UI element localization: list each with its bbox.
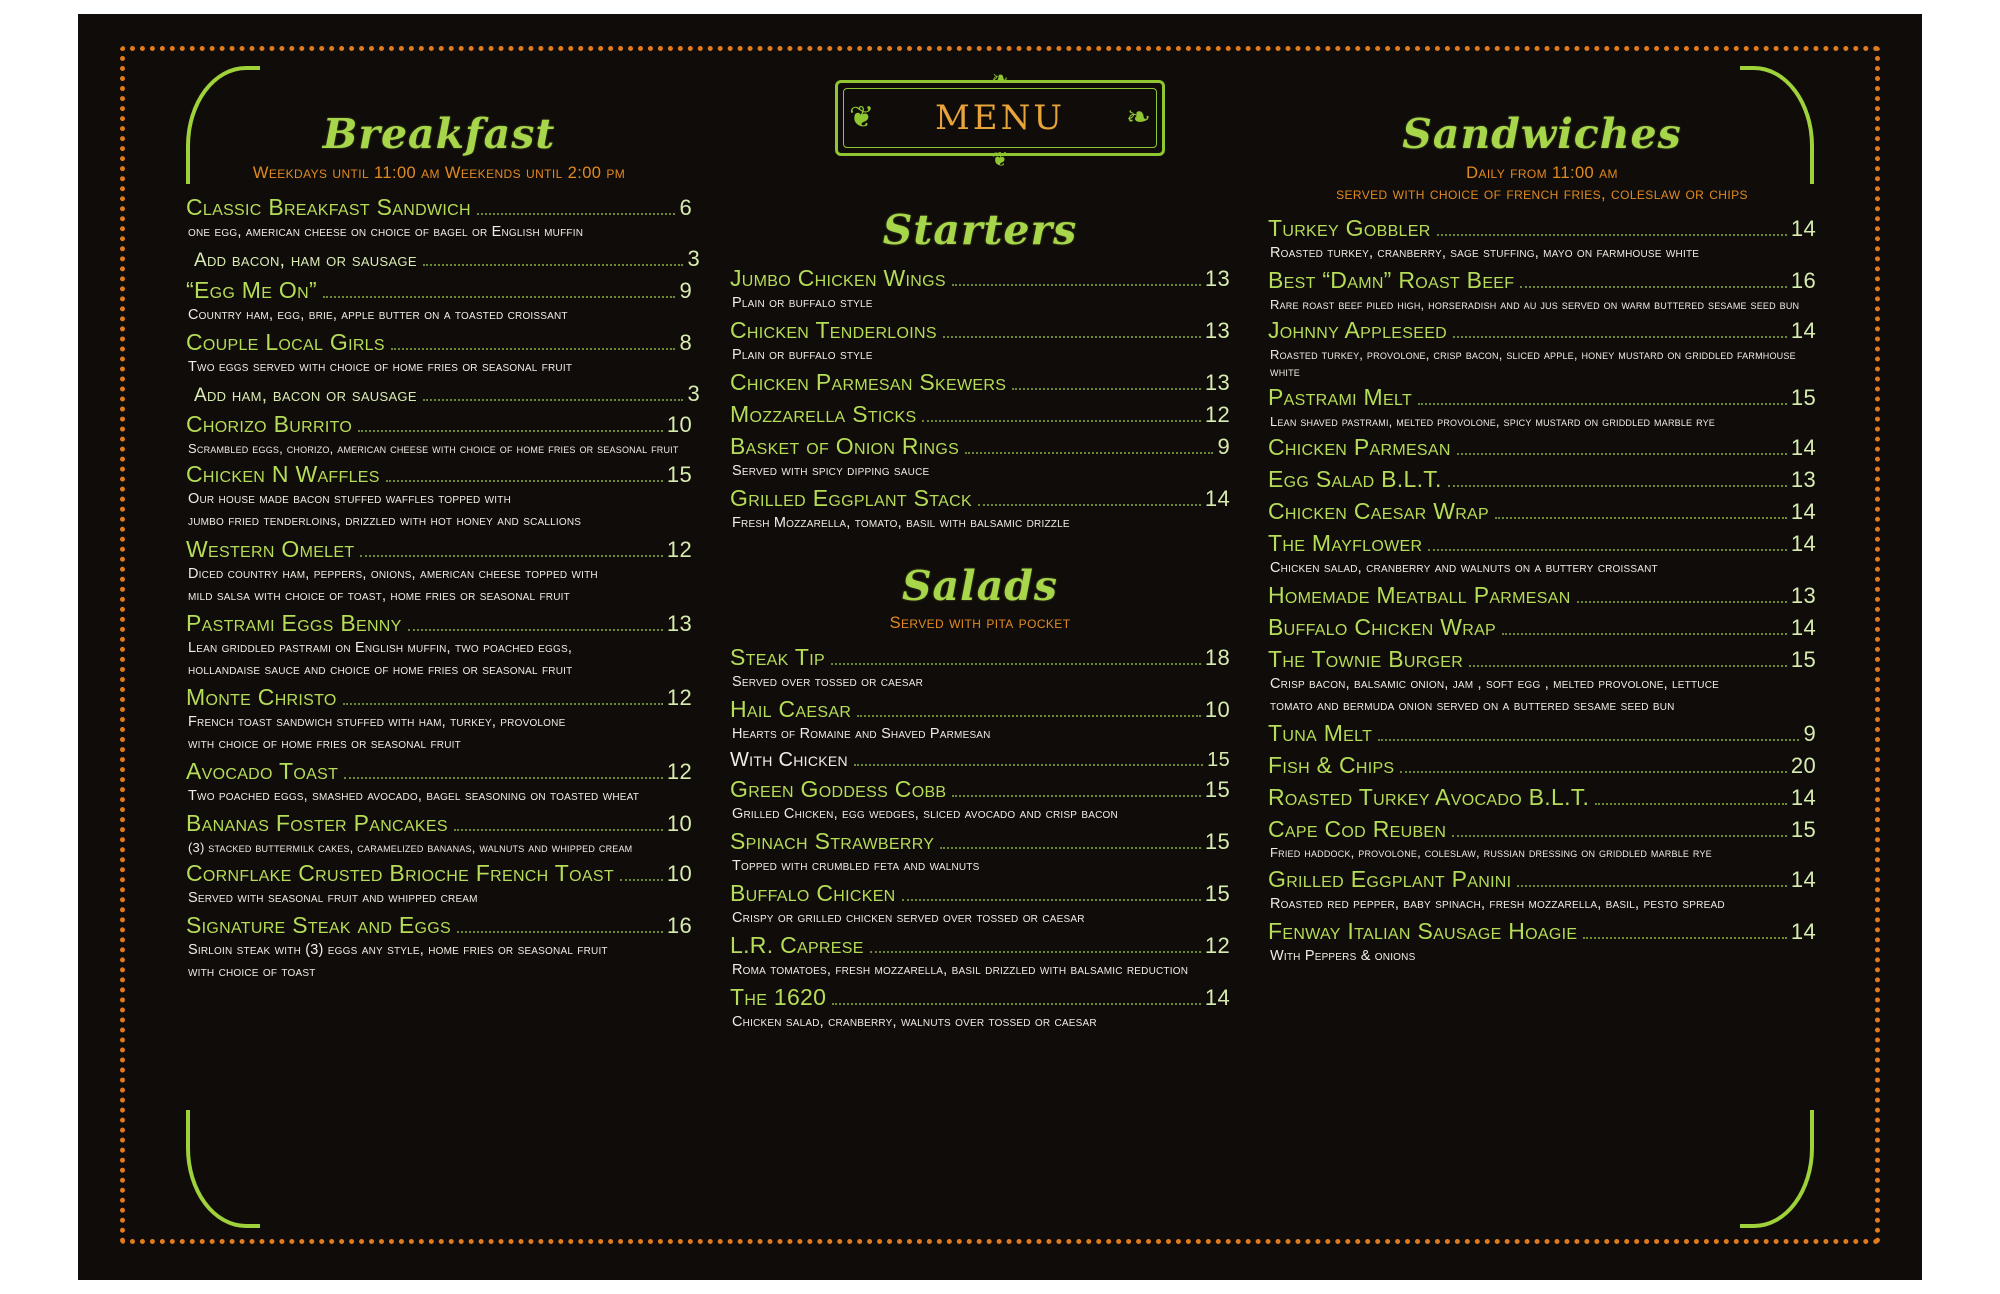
- menu-item-name: Fish & Chips: [1268, 751, 1395, 778]
- menu-item: [730, 400, 1230, 430]
- menu-item-price: 12: [666, 759, 692, 785]
- menu-item-description: Roasted turkey, provolone, crisp bacon, sliced apple, honey mustard on griddled farmhouse white: [1270, 346, 1796, 380]
- menu-item-line: [730, 484, 1230, 514]
- menu-item-line: [194, 245, 700, 274]
- leader-dots: [902, 899, 1201, 901]
- sandwiches-subtitle-2: served with choice of french fries, coleslaw or chips: [1336, 185, 1748, 203]
- menu-item-name: Basket of Onion Rings: [730, 432, 960, 459]
- menu-item-line: [1268, 433, 1816, 463]
- leader-dots: [1418, 403, 1787, 405]
- leader-dots: [1502, 633, 1787, 635]
- leader-dots: [832, 1003, 1201, 1005]
- menu-item-name: Turkey Gobbler: [1268, 215, 1431, 241]
- menu-item-name: Chicken Tenderloins: [730, 317, 937, 344]
- menu-item-description: Our house made bacon stuffed waffles topped with: [188, 491, 511, 508]
- sandwiches-items: [1268, 214, 1816, 966]
- menu-item: [730, 827, 1230, 876]
- menu-item-name: Signature Steak and Eggs: [186, 912, 452, 939]
- menu-item-line: [1268, 266, 1816, 296]
- leader-dots: [1520, 286, 1787, 288]
- menu-item-price: 13: [1790, 583, 1816, 608]
- menu-item-description: Plain or buffalo style: [732, 346, 873, 363]
- breakfast-items: [186, 193, 700, 982]
- menu-item: [730, 775, 1230, 824]
- menu-item-name: Cornflake Crusted Brioche French Toast: [186, 860, 614, 887]
- leader-dots: [408, 629, 663, 631]
- menu-item-name: Classic Breakfast Sandwich: [186, 194, 471, 220]
- menu-item-line: [730, 264, 1230, 294]
- menu-item-name: Pastrami Eggs Benny: [186, 609, 402, 636]
- menu-item-name: Best “Damn” Roast Beef: [1268, 267, 1515, 294]
- menu-item-price: 12: [666, 536, 692, 562]
- leader-dots: [952, 795, 1201, 797]
- menu-item-line: [1268, 529, 1816, 559]
- salads-title: Salads: [901, 561, 1059, 610]
- menu-item-name: Chorizo Burrito: [186, 411, 353, 438]
- menu-item: [1268, 266, 1816, 313]
- leader-dots: [1577, 601, 1787, 603]
- leader-dots: [343, 703, 663, 705]
- menu-item: [1268, 383, 1816, 430]
- menu-item: [730, 264, 1230, 313]
- menu-item-line: [1268, 783, 1816, 813]
- menu-item: [1268, 917, 1816, 966]
- menu-item-name: Chicken Parmesan: [1268, 434, 1451, 461]
- menu-item: [730, 643, 1230, 692]
- menu-item-description: Roasted turkey, cranberry, sage stuffing, mayo on farmhouse white: [1270, 244, 1700, 261]
- menu-item-price: 9: [1217, 433, 1230, 459]
- menu-subitem: [730, 747, 1230, 773]
- menu-item-price: 15: [1204, 828, 1230, 854]
- sandwiches-title: Sandwiches: [1402, 110, 1682, 158]
- menu-item-description: Roasted red pepper, baby spinach, fresh mozzarella, basil, pesto spread: [1270, 895, 1725, 912]
- menu-item-description: Lean griddled pastrami on English muffin, two poached eggs,: [188, 639, 573, 656]
- breakfast-section: [186, 110, 700, 1220]
- menu-item-name: Green Goddess Cobb: [730, 775, 947, 802]
- ornament-bottom-icon: ❦: [991, 149, 1009, 171]
- menu-item-description: Fresh Mozzarella, tomato, basil with balsamic drizzle: [732, 514, 1070, 531]
- menu-item-price: 12: [666, 684, 692, 710]
- menu-item-price: 14: [1790, 866, 1816, 892]
- menu-item-name: Homemade Meatball Parmesan: [1268, 582, 1571, 608]
- menu-item: [186, 683, 692, 754]
- leader-dots: [477, 213, 676, 215]
- menu-item-line: [186, 683, 692, 713]
- leader-dots: [1595, 803, 1787, 805]
- menu-item-description: Roma tomatoes, fresh mozzarella, basil drizzled with balsamic reduction: [732, 961, 1189, 978]
- menu-item-name: Hail Caesar: [730, 695, 852, 722]
- menu-item-description: With Peppers & onions: [1270, 947, 1416, 964]
- menu-item-name: Buffalo Chicken Wrap: [1268, 613, 1497, 640]
- leader-dots: [457, 931, 663, 933]
- menu-item-price: 13: [1204, 318, 1230, 344]
- starters-title: Starters: [882, 206, 1078, 254]
- menu-item-description: Served with seasonal fruit and whipped cream: [188, 889, 478, 906]
- leader-dots: [857, 715, 1201, 717]
- menu-item-price: 15: [1790, 816, 1816, 842]
- menu-item: [186, 757, 692, 806]
- menu-item-price: 10: [666, 811, 692, 837]
- menu-item-description: with choice of home fries or seasonal fruit: [188, 735, 461, 752]
- menu-item-description: Sirloin steak with (3) eggs any style, home fries or seasonal fruit: [188, 942, 608, 958]
- leader-dots: [831, 663, 1201, 665]
- menu-item-name: Grilled Eggplant Stack: [730, 484, 972, 511]
- menu-item-name: Monte Christo: [186, 683, 337, 710]
- menu-item-description: Crisp bacon, balsamic onion, jam , soft egg , melted provolone, lettuce: [1270, 675, 1720, 692]
- menu-item-line: [186, 757, 692, 787]
- menu-item-line: [1268, 865, 1816, 895]
- salads-subtitle: Served with pita pocket: [889, 613, 1071, 632]
- menu-item: [1268, 645, 1816, 716]
- menu-item-line: [186, 193, 692, 223]
- menu-item: [730, 484, 1230, 533]
- leader-dots: [965, 452, 1213, 454]
- menu-item-line: [730, 775, 1230, 805]
- menu-item-description: Diced country ham, peppers, onions, american cheese topped with: [188, 565, 598, 582]
- menu-item: [1268, 497, 1816, 527]
- menu-item-line: [186, 859, 692, 889]
- menu-item-name: Couple Local Girls: [186, 328, 385, 355]
- menu-item-description: Rare roast beef piled high, horseradish and au jus served on warm buttered sesame seed bun: [1270, 296, 1800, 312]
- menu-item-description: Chicken salad, cranberry, walnuts over tossed or caesar: [732, 1013, 1097, 1030]
- menu-item-description: Country ham, egg, brie, apple butter on a toasted croissant: [188, 306, 568, 323]
- menu-item-line: [730, 983, 1230, 1013]
- menu-item-price: 14: [1790, 318, 1816, 344]
- menu-item-description: Fried haddock, provolone, coleslaw, russian dressing on griddled marble rye: [1270, 845, 1712, 861]
- menu-item-line: [730, 931, 1230, 961]
- menu-item-description: hollandaise sauce and choice of home fries or seasonal fruit: [188, 661, 573, 678]
- menu-item-description: Topped with crumbled feta and walnuts: [732, 857, 980, 874]
- menu-item-line: [730, 400, 1230, 430]
- menu-item: [1268, 214, 1816, 263]
- menu-item-description: French toast sandwich stuffed with ham, turkey, provolone: [188, 713, 566, 730]
- menu-item-name: The Townie Burger: [1268, 645, 1464, 672]
- menu-item-name: L.R. Caprese: [730, 931, 864, 958]
- leader-dots: [358, 430, 663, 432]
- leader-dots: [323, 296, 676, 298]
- leader-dots: [943, 336, 1201, 338]
- menu-item-price: 15: [1204, 880, 1230, 906]
- leader-dots: [978, 504, 1201, 506]
- menu-item-line: [1268, 613, 1816, 643]
- menu-item-line: [730, 827, 1230, 857]
- menu-item: [1268, 529, 1816, 578]
- menu-item: [730, 879, 1230, 928]
- menu-item-line: [186, 276, 692, 306]
- menu-item-price: 15: [1790, 646, 1816, 672]
- menu-item-name: Spinach Strawberry: [730, 827, 935, 854]
- starters-items: [730, 264, 1230, 533]
- menu-item-name: Cape Cod Reuben: [1268, 815, 1447, 842]
- leader-dots: [391, 348, 676, 350]
- leader-dots: [952, 284, 1201, 286]
- menu-item-line: [1268, 581, 1816, 611]
- menu-item: [186, 193, 692, 242]
- menu-item: [186, 609, 692, 680]
- menu-item-description: Two eggs served with choice of home fries or seasonal fruit: [188, 358, 573, 375]
- menu-item: [730, 432, 1230, 481]
- menu-item-line: [1268, 465, 1816, 495]
- menu-item: [186, 809, 692, 856]
- menu-item-description: Two poached eggs, smashed avocado, bagel seasoning on toasted wheat: [188, 787, 640, 804]
- leader-dots: [870, 951, 1201, 953]
- menu-item-line: [1268, 815, 1816, 845]
- menu-item: [1268, 865, 1816, 914]
- leader-dots: [1012, 388, 1201, 390]
- menu-item-price: 12: [1204, 401, 1230, 427]
- leader-dots: [1452, 835, 1787, 837]
- menu-item-line: [186, 460, 692, 490]
- menu-item-price: 15: [1790, 385, 1816, 411]
- leader-dots: [344, 777, 663, 779]
- menu-item-description: Crispy or grilled chicken served over tossed or caesar: [732, 909, 1085, 926]
- leader-dots: [1453, 336, 1787, 338]
- menu-item-price: 14: [1790, 499, 1816, 525]
- menu-item-name: Add ham, bacon or sausage: [194, 384, 417, 406]
- menu-subitem-name: With Chicken: [730, 748, 848, 771]
- menu-page: [78, 14, 1922, 1280]
- menu-item-line: [186, 809, 692, 839]
- menu-subitem-price: 15: [1207, 748, 1230, 771]
- leader-dots: [940, 847, 1201, 849]
- menu-item-price: 8: [679, 329, 692, 355]
- menu-item: [1268, 751, 1816, 781]
- menu-item-name: Pastrami Melt: [1268, 384, 1413, 411]
- ornament-left-icon: ❦: [849, 101, 875, 134]
- menu-item-name: Grilled Eggplant Panini: [1268, 865, 1512, 892]
- menu-item-line: [194, 380, 700, 409]
- menu-item: [186, 245, 700, 274]
- menu-item-description: (3) stacked buttermilk cakes, caramelized bananas, walnuts and whipped cream: [188, 839, 633, 855]
- menu-item-description: Served with spicy dipping sauce: [732, 462, 930, 479]
- menu-item-line: [730, 368, 1230, 398]
- menu-item-name: Johnny Appleseed: [1268, 317, 1448, 344]
- leader-dots: [1457, 453, 1787, 455]
- menu-item-line: [1268, 497, 1816, 527]
- menu-item: [1268, 719, 1816, 749]
- menu-item-price: 16: [666, 913, 692, 939]
- leader-dots: [620, 879, 663, 881]
- menu-item-price: 13: [1204, 370, 1230, 396]
- menu-item-name: Egg Salad B.L.T.: [1268, 466, 1442, 493]
- menu-item-name: Add bacon, ham or sausage: [194, 250, 417, 272]
- menu-item: [186, 859, 692, 908]
- leader-dots: [1428, 549, 1787, 551]
- menu-item-line: [1268, 383, 1816, 413]
- menu-item: [1268, 815, 1816, 862]
- ornament-top-icon: ❧: [991, 68, 1009, 90]
- menu-item: [730, 931, 1230, 980]
- menu-item: [186, 328, 692, 377]
- menu-item-line: [186, 911, 692, 941]
- menu-item-name: Fenway Italian Sausage Hoagie: [1268, 917, 1578, 944]
- menu-item-price: 14: [1790, 918, 1816, 944]
- menu-item-description: Served over tossed or caesar: [732, 673, 924, 690]
- breakfast-subtitle: Weekdays until 11:00 am Weekends until 2:00 pm: [252, 164, 626, 182]
- menu-item-name: Chicken N Waffles: [186, 461, 380, 488]
- menu-item-price: 16: [1790, 268, 1816, 294]
- menu-item: [186, 911, 692, 982]
- menu-item-description: Grilled Chicken, egg wedges, sliced avocado and crisp bacon: [732, 805, 1118, 822]
- menu-item-name: Bananas Foster Pancakes: [186, 810, 448, 837]
- menu-item-price: 13: [1790, 467, 1816, 493]
- menu-item-price: 14: [1790, 530, 1816, 556]
- menu-item-line: [1268, 917, 1816, 947]
- menu-item-name: The Mayflower: [1268, 529, 1423, 556]
- menu-item-line: [1268, 214, 1816, 244]
- menu-item-line: [730, 695, 1230, 725]
- starters-salads-section: [730, 110, 1230, 1220]
- menu-item-price: 14: [1204, 984, 1230, 1010]
- menu-item-description: with choice of toast: [188, 964, 316, 981]
- menu-item-line: [730, 879, 1230, 909]
- menu-item-price: 9: [679, 277, 692, 303]
- menu-item-name: Steak Tip: [730, 643, 825, 670]
- leader-dots: [1437, 234, 1787, 236]
- menu-item-description: Scrambled eggs, chorizo, american cheese with choice of home fries or seasonal fruit: [188, 441, 679, 457]
- menu-item-price: 6: [679, 195, 692, 220]
- menu-item-price: 9: [1803, 720, 1816, 746]
- menu-item-description: Plain or buffalo style: [732, 294, 873, 311]
- menu-item-name: Buffalo Chicken: [730, 879, 896, 906]
- menu-item-name: Mozzarella Sticks: [730, 400, 917, 427]
- leader-dots: [423, 399, 684, 401]
- menu-item: [186, 410, 692, 457]
- leader-dots: [1448, 485, 1787, 487]
- leader-dots: [1517, 885, 1787, 887]
- menu-item-price: 15: [1204, 776, 1230, 802]
- menu-item: [730, 316, 1230, 365]
- leader-dots: [1583, 937, 1787, 939]
- menu-item: [1268, 465, 1816, 495]
- menu-item-price: 10: [666, 861, 692, 887]
- menu-item-line: [730, 643, 1230, 673]
- menu-title: MENU: [934, 98, 1066, 138]
- leader-dots: [454, 829, 663, 831]
- menu-item-price: 13: [666, 610, 692, 636]
- leader-dots: [423, 264, 684, 266]
- leader-dots: [386, 480, 663, 482]
- salads-items: [730, 643, 1230, 1032]
- menu-item: [730, 368, 1230, 398]
- menu-item-description: Chicken salad, cranberry and walnuts on a buttery croissant: [1270, 559, 1658, 576]
- leader-dots: [1469, 665, 1787, 667]
- menu-item-price: 3: [687, 246, 700, 272]
- menu-item-line: [1268, 645, 1816, 675]
- sandwiches-section: [1268, 110, 1816, 1220]
- menu-item-name: Chicken Parmesan Skewers: [730, 369, 1007, 396]
- menu-item: [186, 276, 692, 325]
- sandwiches-subtitle: Daily from 11:00 am: [1466, 164, 1618, 182]
- menu-item-name: Jumbo Chicken Wings: [730, 265, 946, 291]
- menu-item-price: 14: [1790, 216, 1816, 241]
- menu-item-price: 3: [687, 380, 700, 406]
- menu-item-price: 20: [1790, 752, 1816, 778]
- menu-item-price: 14: [1790, 784, 1816, 810]
- menu-item-name: Chicken Caesar Wrap: [1268, 498, 1490, 525]
- menu-item-price: 14: [1790, 614, 1816, 640]
- leader-dots: [360, 555, 662, 557]
- menu-item: [186, 380, 700, 409]
- menu-item-line: [186, 609, 692, 639]
- menu-item-line: [1268, 316, 1816, 346]
- menu-item-name: “Egg Me On”: [186, 276, 317, 303]
- menu-item-price: 14: [1204, 485, 1230, 511]
- leader-dots: [854, 764, 1203, 766]
- menu-item: [1268, 581, 1816, 611]
- menu-item: [730, 695, 1230, 773]
- menu-columns: [186, 110, 1816, 1220]
- menu-item-name: The 1620: [730, 983, 827, 1010]
- menu-item: [1268, 783, 1816, 813]
- menu-item-price: 18: [1204, 644, 1230, 670]
- menu-item: [186, 460, 692, 531]
- menu-item-line: [1268, 751, 1816, 781]
- menu-item-price: 13: [1204, 266, 1230, 291]
- ornament-right-icon: ❧: [1125, 101, 1151, 134]
- menu-item: [1268, 433, 1816, 463]
- menu-item-price: 10: [666, 412, 692, 438]
- menu-item-name: Roasted Turkey Avocado B.L.T.: [1268, 783, 1590, 810]
- menu-item-line: [730, 432, 1230, 462]
- menu-item-description: jumbo fried tenderloins, drizzled with hot honey and scallions: [188, 513, 582, 530]
- leader-dots: [922, 420, 1200, 422]
- menu-item-description: Hearts of Romaine and Shaved Parmesan: [732, 725, 991, 742]
- leader-dots: [1378, 739, 1799, 741]
- menu-item: [1268, 316, 1816, 380]
- menu-item-description: tomato and bermuda onion served on a buttered sesame seed bun: [1270, 697, 1675, 714]
- menu-item-price: 10: [1204, 696, 1230, 722]
- menu-item-name: Western Omelet: [186, 535, 355, 562]
- menu-item-description: Lean shaved pastrami, melted provolone, spicy mustard on griddled marble rye: [1270, 414, 1716, 430]
- menu-item-price: 12: [1204, 932, 1230, 958]
- menu-item-line: [1268, 719, 1816, 749]
- menu-item-name: Tuna Melt: [1268, 719, 1373, 746]
- menu-item-price: 14: [1790, 435, 1816, 461]
- menu-item-price: 15: [666, 462, 692, 488]
- menu-item-description: mild salsa with choice of toast, home fries or seasonal fruit: [188, 587, 570, 604]
- menu-item: [1268, 613, 1816, 643]
- menu-item-line: [186, 328, 692, 358]
- menu-item: [186, 535, 692, 606]
- menu-item-line: [186, 410, 692, 440]
- breakfast-title: Breakfast: [322, 110, 556, 158]
- menu-item-line: [186, 535, 692, 565]
- menu-item-line: [730, 316, 1230, 346]
- leader-dots: [1495, 517, 1787, 519]
- leader-dots: [1400, 771, 1787, 773]
- menu-item: [730, 983, 1230, 1032]
- menu-item-description: one egg, american cheese on choice of bagel or English muffin: [188, 223, 584, 240]
- menu-item-name: Avocado Toast: [186, 758, 339, 785]
